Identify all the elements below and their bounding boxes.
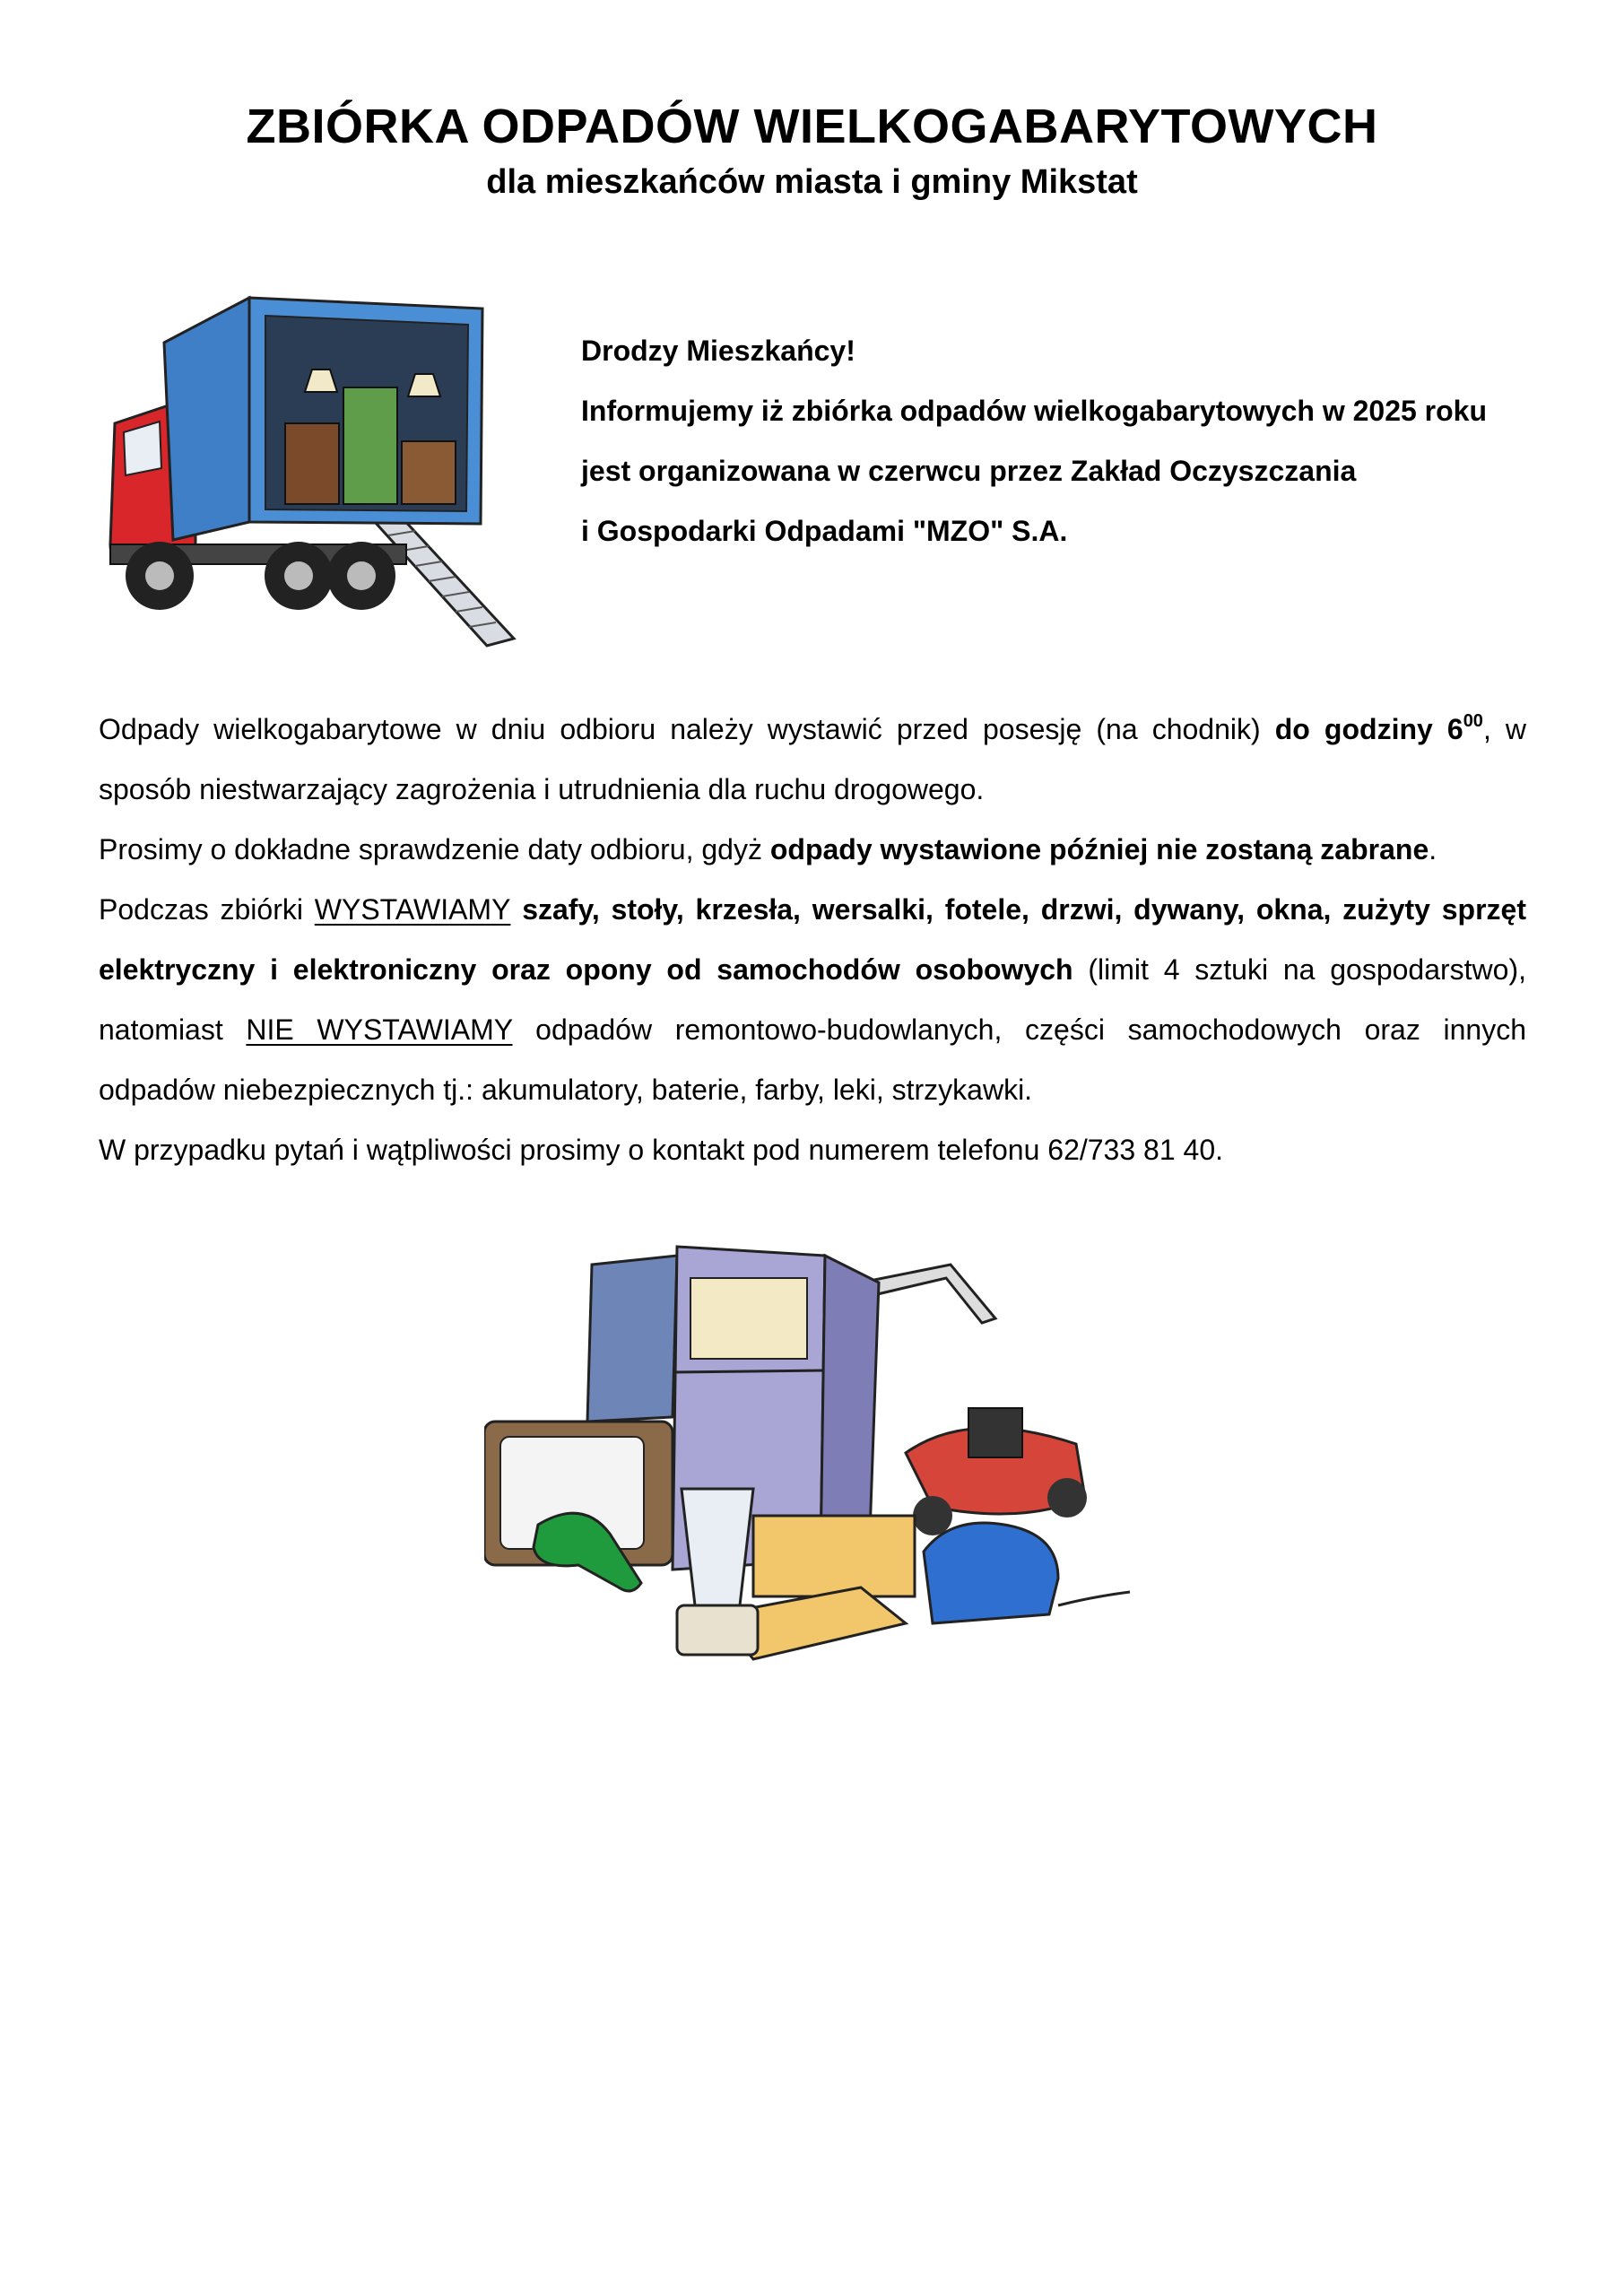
accepted-items-list: szafy, stoły, krzesła, wersalki, fotele, drzwi, dywany, okna, zużyty sprzęt elektryczny i elektroniczny oraz opony od samochodów osobowych (99, 893, 1527, 986)
toaster-icon (924, 1523, 1058, 1623)
paragraph-date-check (99, 820, 1526, 880)
computer-case-icon (753, 1516, 915, 1596)
blender-icon (682, 1489, 753, 1605)
deadline-minutes: 00 (1463, 711, 1483, 731)
rejected-items-list: odpadów remontowo-budowlanych, części samochodowych oraz innych odpadów niebezpiecznych tj.: akumulatory, baterie, farby, leki, strzykawki. (99, 1013, 1527, 1106)
old-appliances-illustration (484, 1229, 1148, 1677)
chair-icon (285, 423, 339, 504)
date-check-end: . (1429, 833, 1437, 865)
fridge-divider (673, 1370, 823, 1372)
moving-truck-illustration (106, 289, 518, 648)
paragraph-contact (99, 1120, 1526, 1180)
deadline-time: do godziny 6 (1274, 713, 1463, 745)
greeting: Drodzy Mieszkańcy! (581, 335, 855, 367)
deadline-text-end: , w sposób niestwarzający zagrożenia i utrudnienia dla ruchu drogowego. (99, 713, 1527, 805)
page-title: ZBIÓRKA ODPADÓW WIELKOGABARYTOWYCH (246, 100, 1378, 153)
rejected-label: NIE WYSTAWIAMY (246, 1013, 513, 1046)
mower-engine (968, 1408, 1022, 1457)
accepted-label: WYSTAWIAMY (314, 893, 511, 926)
armchair-icon (343, 387, 397, 504)
truck-ramp (375, 517, 514, 646)
body-text (99, 700, 1526, 1180)
items-limit-text: (limit 4 sztuki na gospodarstwo), natomiast (99, 953, 1527, 1046)
wheel-hub (284, 561, 313, 590)
truck-box-side (164, 298, 249, 540)
wheel-icon (913, 1496, 952, 1535)
date-check-text: Prosimy o dokładne sprawdzenie daty odbioru, gdyż (99, 833, 770, 865)
items-intro: Podczas zbiórki (99, 893, 315, 926)
paragraph-deadline (99, 700, 1526, 820)
fridge-interior (690, 1278, 807, 1359)
intro-line: jest organizowana w czerwcu przez Zakład Oczyszczania (581, 455, 1357, 487)
contact-text: W przypadku pytań i wątpliwości prosimy o kontakt pod numerem telefonu 62/733 81 40. (99, 1134, 1223, 1166)
fridge-door (587, 1256, 677, 1422)
wheel-hub (347, 561, 376, 590)
deadline-text: Odpady wielkogabarytowe w dniu odbioru należy wystawić przed posesję (na chodnik) (99, 713, 1275, 745)
intro-block (581, 321, 1550, 561)
blender-base (677, 1605, 758, 1655)
intro-line: Informujemy iż zbiórka odpadów wielkogabarytowych w 2025 roku (581, 395, 1488, 427)
wheel-hub (145, 561, 174, 590)
wheel-icon (1047, 1478, 1087, 1518)
date-check-warning: odpady wystawione później nie zostaną zabrane (769, 833, 1429, 865)
power-cord (1058, 1592, 1130, 1605)
table-icon (402, 441, 456, 504)
page-subtitle: dla mieszkańców miasta i gminy Mikstat (486, 163, 1138, 201)
paragraph-accepted-items (99, 880, 1526, 1120)
intro-line: i Gospodarki Odpadami "MZO" S.A. (581, 515, 1068, 547)
mower-handle (861, 1265, 995, 1323)
